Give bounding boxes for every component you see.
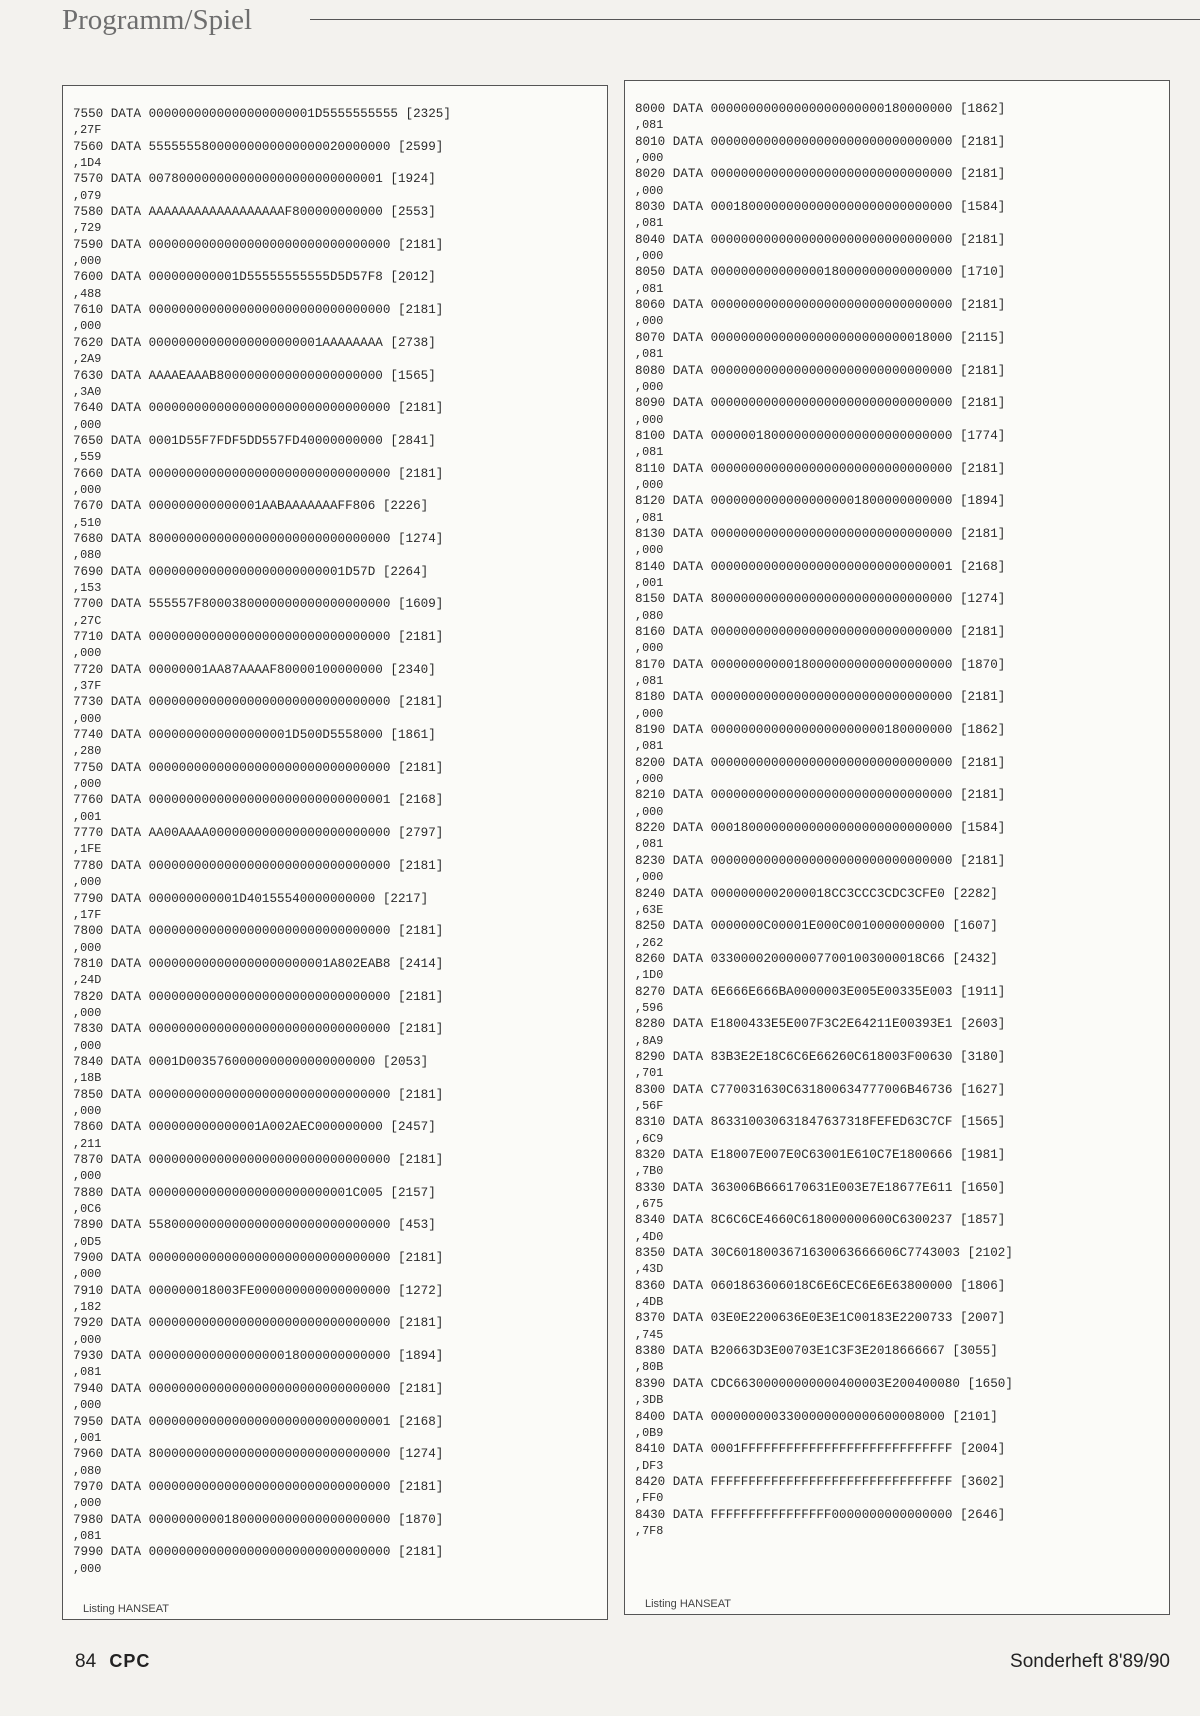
listing-data-line: 7810 DATA 000000000000000000000001A802EAB8 [2414] bbox=[73, 956, 444, 971]
listing-data-line: 8180 DATA 00000000000000000000000000000000 [2181] bbox=[635, 690, 1006, 705]
listing-data-line: 8240 DATA 0000000002000018CC3CCC3CDC3CFE0 [2282] bbox=[635, 886, 998, 901]
listing-checksum-line: ,000 bbox=[635, 706, 664, 721]
listing-data-line: 7670 DATA 000000000000001AABAAAAAAAFF806 [2226] bbox=[73, 499, 429, 514]
listing-data-line: 7850 DATA 00000000000000000000000000000000 [2181] bbox=[73, 1087, 444, 1102]
listing-checksum-line: ,182 bbox=[73, 1300, 102, 1315]
listing-checksum-line: ,079 bbox=[73, 188, 102, 203]
listing-data-line: 8010 DATA 00000000000000000000000000000000 [2181] bbox=[635, 134, 1006, 149]
listing-data-line: 8310 DATA 863310030631847637318FEFED63C7CF [1565] bbox=[635, 1115, 1006, 1130]
listing-checksum-line: ,7F8 bbox=[635, 1523, 664, 1538]
listing-checksum-line: ,0C6 bbox=[73, 1202, 102, 1217]
listing-data-line: 7790 DATA 000000000001D40155540000000000 [2217] bbox=[73, 891, 429, 906]
listing-checksum-line: ,18B bbox=[73, 1071, 102, 1086]
listing-data-line: 7720 DATA 00000001AA87AAAAF80000100000000 [2340] bbox=[73, 662, 436, 677]
listing-checksum-line: ,001 bbox=[73, 1430, 102, 1445]
listing-checksum-line: ,37F bbox=[73, 679, 102, 694]
listing-checksum-line: ,000 bbox=[635, 870, 664, 885]
listing-data-line: 7840 DATA 0001D0035760000000000000000000 [2053] bbox=[73, 1054, 429, 1069]
listing-data-line: 8030 DATA 00018000000000000000000000000000 [1584] bbox=[635, 200, 1006, 215]
listing-checksum-line: ,745 bbox=[635, 1327, 664, 1342]
listing-data-line: 7650 DATA 0001D55F7FDF5DD557FD40000000000 [2841] bbox=[73, 433, 436, 448]
listing-data-line: 7870 DATA 00000000000000000000000000000000 [2181] bbox=[73, 1153, 444, 1167]
listing-checksum-line: ,000 bbox=[635, 804, 664, 819]
listing-data-line: 7550 DATA 0000000000000000000001D5555555555 [2325] bbox=[73, 107, 451, 121]
page-number: 84 bbox=[75, 1651, 97, 1672]
listing-checksum-line: ,000 bbox=[73, 417, 102, 432]
listing-checksum-line: ,63E bbox=[635, 902, 664, 917]
listing-data-line: 7750 DATA 00000000000000000000000000000000 [2181] bbox=[73, 760, 444, 775]
listing-checksum-line: ,080 bbox=[635, 608, 664, 623]
listing-checksum-line: ,1D4 bbox=[73, 156, 102, 171]
listing-checksum-line: ,000 bbox=[73, 1267, 102, 1282]
listing-data-line: 7890 DATA 55800000000000000000000000000000 [453] bbox=[73, 1218, 436, 1233]
listing-checksum-line: ,596 bbox=[635, 1000, 664, 1015]
listing-data-line: 8270 DATA 6E666E666BA0000003E005E00335E003 [1911] bbox=[635, 984, 1006, 999]
listing-checksum-line: ,081 bbox=[635, 118, 664, 133]
listing-checksum-line: ,000 bbox=[73, 940, 102, 955]
section-title: Programm/Spiel bbox=[62, 4, 253, 36]
listing-data-line: 7860 DATA 000000000000001A002AEC000000000 [2457] bbox=[73, 1120, 436, 1135]
listing-data-line: 8320 DATA E18007E007E0C63001E610C7E1800666 [1981] bbox=[635, 1148, 1006, 1162]
listing-checksum-line: ,000 bbox=[73, 1005, 102, 1020]
listing-checksum-line: ,080 bbox=[73, 1463, 102, 1478]
listing-checksum-line: ,6C9 bbox=[635, 1131, 664, 1146]
listing-data-line: 8400 DATA 0000000003300000000000600008000 [2101] bbox=[635, 1409, 998, 1424]
listing-caption-right: Listing HANSEAT bbox=[645, 1598, 731, 1610]
listing-data-line: 7560 DATA 55555558000000000000000020000000 [2599] bbox=[73, 139, 444, 154]
listing-data-line: 8330 DATA 363006B666170631E003E7E18677E611 [1650] bbox=[635, 1180, 1006, 1195]
listing-data-line: 8060 DATA 00000000000000000000000000000000 [2181] bbox=[635, 298, 1006, 313]
listing-checksum-line: ,080 bbox=[73, 548, 102, 563]
listing-checksum-line: ,24D bbox=[73, 973, 102, 988]
listing-data-line: 8200 DATA 00000000000000000000000000000000 [2181] bbox=[635, 755, 1006, 770]
listing-checksum-line: ,4DB bbox=[635, 1295, 664, 1310]
listing-checksum-line: ,000 bbox=[73, 319, 102, 334]
listing-checksum-line: ,280 bbox=[73, 744, 102, 759]
listing-data-line: 7800 DATA 00000000000000000000000000000000 [2181] bbox=[73, 924, 444, 939]
listing-caption-left: Listing HANSEAT bbox=[83, 1603, 169, 1615]
listing-data-line: 7580 DATA AAAAAAAAAAAAAAAAAAF800000000000 [2553] bbox=[73, 205, 436, 220]
listing-checksum-line: ,510 bbox=[73, 515, 102, 530]
listing-checksum-line: ,000 bbox=[635, 543, 664, 558]
listing-checksum-line: ,4D0 bbox=[635, 1229, 664, 1244]
footer-left bbox=[75, 1651, 150, 1673]
listing-box-right bbox=[624, 80, 1170, 1615]
listing-data-line: 8130 DATA 00000000000000000000000000000000 [2181] bbox=[635, 526, 1006, 541]
listing-data-line: 7980 DATA 00000000001800000000000000000000 [1870] bbox=[73, 1512, 444, 1527]
listing-data-line: 8100 DATA 00000018000000000000000000000000 [1774] bbox=[635, 428, 1006, 443]
listing-checksum-line: ,081 bbox=[635, 674, 664, 689]
listing-data-line: 8050 DATA 00000000000000018000000000000000 [1710] bbox=[635, 265, 1006, 280]
listing-checksum-line: ,DF3 bbox=[635, 1458, 664, 1473]
listing-checksum-line: ,0D5 bbox=[73, 1234, 102, 1249]
listing-data-line: 8160 DATA 00000000000000000000000000000000 [2181] bbox=[635, 625, 1006, 639]
listing-data-line: 7930 DATA 00000000000000000018000000000000 [1894] bbox=[73, 1349, 444, 1364]
listing-data-line: 7770 DATA AA00AAAA000000000000000000000000 [2797] bbox=[73, 826, 444, 841]
listing-checksum-line: ,43D bbox=[635, 1262, 664, 1277]
listing-checksum-line: ,000 bbox=[635, 477, 664, 492]
listing-checksum-line: ,000 bbox=[73, 1038, 102, 1053]
listing-data-line: 8350 DATA 30C6018003671630063666606C7743003 [2102] bbox=[635, 1246, 1013, 1261]
listing-data-line: 7640 DATA 00000000000000000000000000000000 [2181] bbox=[73, 401, 444, 416]
listing-data-line: 7730 DATA 00000000000000000000000000000000 [2181] bbox=[73, 695, 444, 710]
listing-data-line: 7660 DATA 00000000000000000000000000000000 [2181] bbox=[73, 466, 444, 481]
listing-data-line: 8340 DATA 8C6C6CE4660C618000000600C6300237 [1857] bbox=[635, 1213, 1006, 1228]
listing-checksum-line: ,153 bbox=[73, 580, 102, 595]
listing-checksum-line: ,2A9 bbox=[73, 352, 102, 367]
listing-lines-right bbox=[635, 101, 1165, 1539]
listing-checksum-line: ,081 bbox=[635, 510, 664, 525]
listing-checksum-line: ,000 bbox=[635, 249, 664, 264]
listing-checksum-line: ,1FE bbox=[73, 842, 102, 857]
listing-data-line: 7600 DATA 000000000001D55555555555D5D57F8 [2012] bbox=[73, 270, 436, 285]
listing-data-line: 8020 DATA 00000000000000000000000000000000 [2181] bbox=[635, 167, 1006, 182]
listing-data-line: 7960 DATA 80000000000000000000000000000000 [1274] bbox=[73, 1447, 444, 1462]
listing-data-line: 7940 DATA 00000000000000000000000000000000 [2181] bbox=[73, 1381, 444, 1396]
listing-data-line: 7620 DATA 00000000000000000000001AAAAAAAA [2738] bbox=[73, 335, 436, 350]
listing-checksum-line: ,559 bbox=[73, 450, 102, 465]
listing-data-line: 7920 DATA 00000000000000000000000000000000 [2181] bbox=[73, 1316, 444, 1331]
listing-checksum-line: ,000 bbox=[73, 875, 102, 890]
listing-data-line: 8280 DATA E1800433E5E007F3C2E64211E00393E1 [2603] bbox=[635, 1017, 1006, 1032]
listing-data-line: 7820 DATA 00000000000000000000000000000000 [2181] bbox=[73, 989, 444, 1004]
listing-checksum-line: ,8A9 bbox=[635, 1033, 664, 1048]
listing-checksum-line: ,000 bbox=[73, 482, 102, 497]
listing-checksum-line: ,56F bbox=[635, 1098, 664, 1113]
listing-data-line: 8390 DATA CDC66300000000000400003E200400080 [1650] bbox=[635, 1376, 1013, 1391]
listing-checksum-line: ,0B9 bbox=[635, 1425, 664, 1440]
listing-lines-left bbox=[73, 106, 603, 1577]
listing-data-line: 8250 DATA 0000000C00001E000C0010000000000 [1607] bbox=[635, 919, 998, 934]
listing-checksum-line: ,000 bbox=[635, 183, 664, 198]
listing-data-line: 7740 DATA 0000000000000000001D500D5558000 [1861] bbox=[73, 728, 436, 743]
listing-data-line: 7950 DATA 00000000000000000000000000000001 [2168] bbox=[73, 1414, 444, 1429]
listing-checksum-line: ,701 bbox=[635, 1066, 664, 1081]
listing-data-line: 8120 DATA 00000000000000000001800000000000 [1894] bbox=[635, 494, 1006, 509]
listing-data-line: 8300 DATA C770031630C631800634777006B46736 [1627] bbox=[635, 1082, 1006, 1097]
listing-checksum-line: ,081 bbox=[635, 837, 664, 852]
header-rule bbox=[310, 19, 1200, 20]
listing-data-line: 8220 DATA 00018000000000000000000000000000 [1584] bbox=[635, 821, 1006, 836]
listing-data-line: 7680 DATA 80000000000000000000000000000000 [1274] bbox=[73, 531, 444, 546]
listing-data-line: 8210 DATA 00000000000000000000000000000000 [2181] bbox=[635, 788, 1006, 803]
listing-data-line: 7970 DATA 00000000000000000000000000000000 [2181] bbox=[73, 1479, 444, 1494]
listing-data-line: 7630 DATA AAAAEAAAB8000000000000000000000 [1565] bbox=[73, 368, 436, 383]
listing-checksum-line: ,211 bbox=[73, 1136, 102, 1151]
listing-data-line: 8380 DATA B20663D3E00703E1C3F3E2018666667 [3055] bbox=[635, 1344, 998, 1359]
listing-data-line: 8410 DATA 0001FFFFFFFFFFFFFFFFFFFFFFFFFFFF [2004] bbox=[635, 1442, 1006, 1457]
listing-data-line: 7880 DATA 000000000000000000000000001C005 [2157] bbox=[73, 1185, 436, 1200]
listing-data-line: 8290 DATA 83B3E2E18C6C6E66260C618003F00630 [3180] bbox=[635, 1049, 1006, 1064]
listing-data-line: 7780 DATA 00000000000000000000000000000000 [2181] bbox=[73, 858, 444, 873]
listing-data-line: 8150 DATA 80000000000000000000000000000000 [1274] bbox=[635, 592, 1006, 607]
listing-checksum-line: ,000 bbox=[73, 711, 102, 726]
listing-data-line: 8080 DATA 00000000000000000000000000000000 [2181] bbox=[635, 363, 1006, 378]
listing-checksum-line: ,081 bbox=[635, 445, 664, 460]
listing-data-line: 7610 DATA 00000000000000000000000000000000 [2181] bbox=[73, 303, 444, 318]
listing-checksum-line: ,000 bbox=[73, 777, 102, 792]
listing-data-line: 7900 DATA 00000000000000000000000000000000 [2181] bbox=[73, 1251, 444, 1266]
listing-data-line: 8190 DATA 00000000000000000000000180000000 [1862] bbox=[635, 723, 1006, 738]
listing-checksum-line: ,000 bbox=[73, 1496, 102, 1511]
listing-data-line: 8420 DATA FFFFFFFFFFFFFFFFFFFFFFFFFFFFFFFF [3602] bbox=[635, 1474, 1006, 1489]
listing-checksum-line: ,675 bbox=[635, 1197, 664, 1212]
listing-checksum-line: ,262 bbox=[635, 935, 664, 950]
listing-checksum-line: ,1D0 bbox=[635, 968, 664, 983]
listing-checksum-line: ,488 bbox=[73, 286, 102, 301]
listing-checksum-line: ,000 bbox=[73, 254, 102, 269]
listing-checksum-line: ,3DB bbox=[635, 1393, 664, 1408]
magazine-logo: CPC bbox=[109, 1651, 151, 1671]
listing-checksum-line: ,000 bbox=[73, 1169, 102, 1184]
listing-checksum-line: ,27C bbox=[73, 613, 102, 628]
listing-data-line: 7690 DATA 00000000000000000000000001D57D [2264] bbox=[73, 564, 429, 579]
listing-checksum-line: ,081 bbox=[635, 216, 664, 231]
listing-data-line: 8090 DATA 00000000000000000000000000000000 [2181] bbox=[635, 396, 1006, 411]
listing-data-line: 7910 DATA 000000018003FE000000000000000000 [1272] bbox=[73, 1283, 444, 1298]
listing-checksum-line: ,081 bbox=[73, 1365, 102, 1380]
listing-data-line: 7570 DATA 0078000000000000000000000000001 [1924] bbox=[73, 172, 436, 187]
listing-checksum-line: ,000 bbox=[73, 1332, 102, 1347]
listing-data-line: 8040 DATA 00000000000000000000000000000000 [2181] bbox=[635, 232, 1006, 247]
listing-data-line: 8260 DATA 0330000200000077001003000018C66 [2432] bbox=[635, 951, 998, 966]
listing-data-line: 7590 DATA 00000000000000000000000000000000 [2181] bbox=[73, 237, 444, 252]
page-header bbox=[62, 4, 1162, 44]
listing-checksum-line: ,000 bbox=[635, 151, 664, 166]
issue-label: Sonderheft 8'89/90 bbox=[1010, 1651, 1170, 1672]
listing-data-line: 8140 DATA 00000000000000000000000000000001 [2168] bbox=[635, 559, 1006, 574]
listing-data-line: 8000 DATA 00000000000000000000000180000000 [1862] bbox=[635, 102, 1006, 116]
listing-checksum-line: ,081 bbox=[635, 347, 664, 362]
listing-checksum-line: ,7B0 bbox=[635, 1164, 664, 1179]
listing-checksum-line: ,001 bbox=[635, 575, 664, 590]
listing-checksum-line: ,081 bbox=[635, 281, 664, 296]
listing-checksum-line: ,000 bbox=[635, 412, 664, 427]
listing-checksum-line: ,000 bbox=[635, 641, 664, 656]
listing-data-line: 8370 DATA 03E0E2200636E0E3E1C00183E2200733 [2007] bbox=[635, 1311, 1006, 1326]
listing-checksum-line: ,000 bbox=[635, 379, 664, 394]
listing-checksum-line: ,000 bbox=[73, 1398, 102, 1413]
listing-checksum-line: ,729 bbox=[73, 221, 102, 236]
listing-checksum-line: ,000 bbox=[635, 314, 664, 329]
listing-checksum-line: ,3A0 bbox=[73, 384, 102, 399]
listing-checksum-line: ,001 bbox=[73, 809, 102, 824]
listing-checksum-line: ,081 bbox=[635, 739, 664, 754]
listing-data-line: 7700 DATA 555557F8000380000000000000000000 [1609] bbox=[73, 597, 444, 612]
listing-checksum-line: ,000 bbox=[73, 646, 102, 661]
listing-data-line: 8070 DATA 00000000000000000000000000018000 [2115] bbox=[635, 330, 1006, 345]
listing-checksum-line: ,FF0 bbox=[635, 1491, 664, 1506]
listing-checksum-line: ,000 bbox=[73, 1103, 102, 1118]
listing-checksum-line: ,27F bbox=[73, 123, 102, 138]
listing-data-line: 7760 DATA 00000000000000000000000000000001 [2168] bbox=[73, 793, 444, 808]
listing-checksum-line: ,000 bbox=[73, 1561, 102, 1576]
listing-box-left bbox=[62, 85, 608, 1620]
listing-data-line: 8110 DATA 00000000000000000000000000000000 [2181] bbox=[635, 461, 1006, 476]
listing-data-line: 8360 DATA 0601863606018C6E6CEC6E6E63800000 [1806] bbox=[635, 1278, 1006, 1293]
listing-checksum-line: ,000 bbox=[635, 772, 664, 787]
listing-data-line: 7830 DATA 00000000000000000000000000000000 [2181] bbox=[73, 1022, 444, 1037]
listing-data-line: 7710 DATA 00000000000000000000000000000000 [2181] bbox=[73, 630, 444, 644]
listing-data-line: 8170 DATA 00000000000180000000000000000000 [1870] bbox=[635, 657, 1006, 672]
listing-checksum-line: ,081 bbox=[73, 1528, 102, 1543]
listing-data-line: 8430 DATA FFFFFFFFFFFFFFFF0000000000000000 [2646] bbox=[635, 1507, 1006, 1522]
listing-checksum-line: ,17F bbox=[73, 907, 102, 922]
listing-data-line: 7990 DATA 00000000000000000000000000000000 [2181] bbox=[73, 1545, 444, 1560]
listing-checksum-line: ,80B bbox=[635, 1360, 664, 1375]
listing-data-line: 8230 DATA 00000000000000000000000000000000 [2181] bbox=[635, 853, 1006, 868]
